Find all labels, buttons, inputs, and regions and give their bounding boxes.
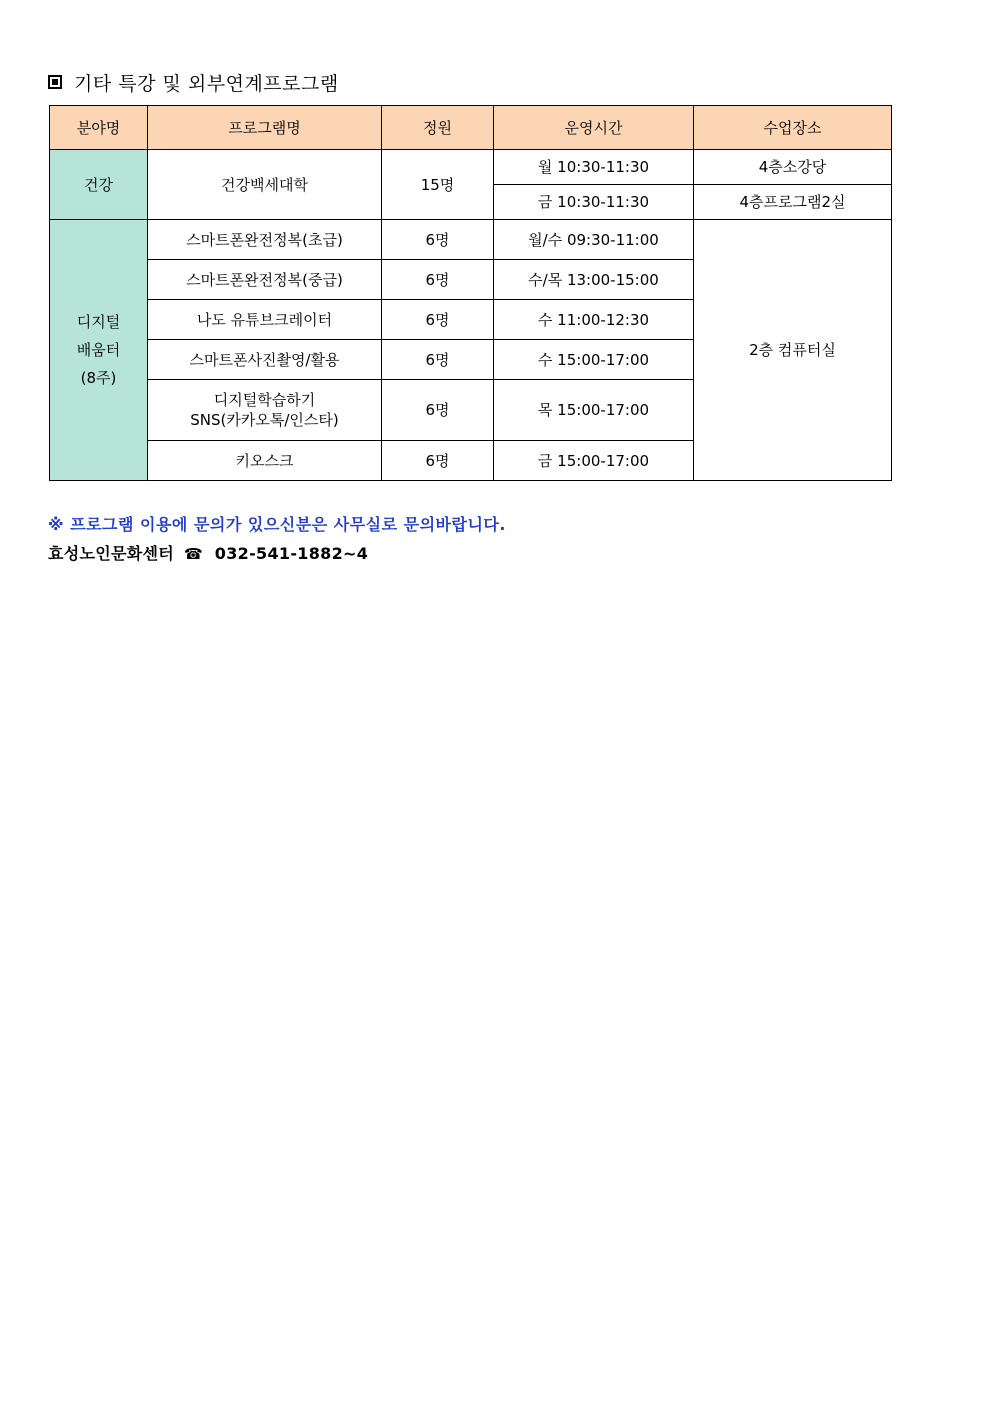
category-digital-line1: 디지털 bbox=[76, 313, 121, 331]
phone-number: 032-541-1882~4 bbox=[214, 544, 369, 563]
program-name-line1: 디지털학습하기 bbox=[213, 391, 316, 409]
program-name bbox=[148, 380, 382, 441]
table-row bbox=[50, 220, 892, 260]
capacity: 6명 bbox=[382, 260, 494, 300]
inquiry-notice: ※ 프로그램 이용에 문의가 있으신분은 사무실로 문의바랍니다. bbox=[48, 515, 506, 534]
time: 월/수 09:30-11:00 bbox=[494, 220, 694, 260]
header-time: 운영시간 bbox=[494, 106, 694, 150]
capacity: 6명 bbox=[382, 340, 494, 380]
place: 4층프로그램2실 bbox=[694, 185, 892, 220]
category-digital-line3: (8주) bbox=[80, 369, 117, 387]
time: 금 10:30-11:30 bbox=[494, 185, 694, 220]
contact-info bbox=[48, 541, 368, 564]
section-title-text: 기타 특강 및 외부연계프로그램 bbox=[74, 72, 339, 95]
time: 월 10:30-11:30 bbox=[494, 150, 694, 185]
time: 목 15:00-17:00 bbox=[494, 380, 694, 441]
capacity: 6명 bbox=[382, 380, 494, 441]
header-program: 프로그램명 bbox=[148, 106, 382, 150]
category-digital bbox=[50, 220, 148, 481]
capacity: 6명 bbox=[382, 441, 494, 481]
filled-square-icon bbox=[48, 75, 62, 89]
header-category: 분야명 bbox=[50, 106, 148, 150]
time: 수 11:00-12:30 bbox=[494, 300, 694, 340]
section-title bbox=[48, 68, 339, 96]
program-name: 스마트폰완전정복(중급) bbox=[148, 260, 382, 300]
place: 4층소강당 bbox=[694, 150, 892, 185]
place-computer-room: 2층 컴퓨터실 bbox=[694, 220, 892, 481]
program-name: 키오스크 bbox=[148, 441, 382, 481]
category-digital-line2: 배움터 bbox=[76, 341, 121, 359]
capacity: 6명 bbox=[382, 220, 494, 260]
program-name: 나도 유튜브크레이터 bbox=[148, 300, 382, 340]
header-place: 수업장소 bbox=[694, 106, 892, 150]
table-header-row bbox=[50, 106, 892, 150]
program-schedule-table bbox=[49, 105, 892, 481]
time: 수 15:00-17:00 bbox=[494, 340, 694, 380]
program-name: 스마트폰완전정복(초급) bbox=[148, 220, 382, 260]
header-capacity: 정원 bbox=[382, 106, 494, 150]
time: 금 15:00-17:00 bbox=[494, 441, 694, 481]
program-name-line2: SNS(카카오톡/인스타) bbox=[190, 411, 339, 429]
category-health: 건강 bbox=[50, 150, 148, 220]
table-row bbox=[50, 150, 892, 185]
program-name: 건강백세대학 bbox=[148, 150, 382, 220]
capacity: 6명 bbox=[382, 300, 494, 340]
capacity: 15명 bbox=[382, 150, 494, 220]
program-name: 스마트폰사진촬영/활용 bbox=[148, 340, 382, 380]
center-name: 효성노인문화센터 bbox=[48, 544, 175, 563]
time: 수/목 13:00-15:00 bbox=[494, 260, 694, 300]
phone-icon: ☎ bbox=[183, 545, 203, 563]
